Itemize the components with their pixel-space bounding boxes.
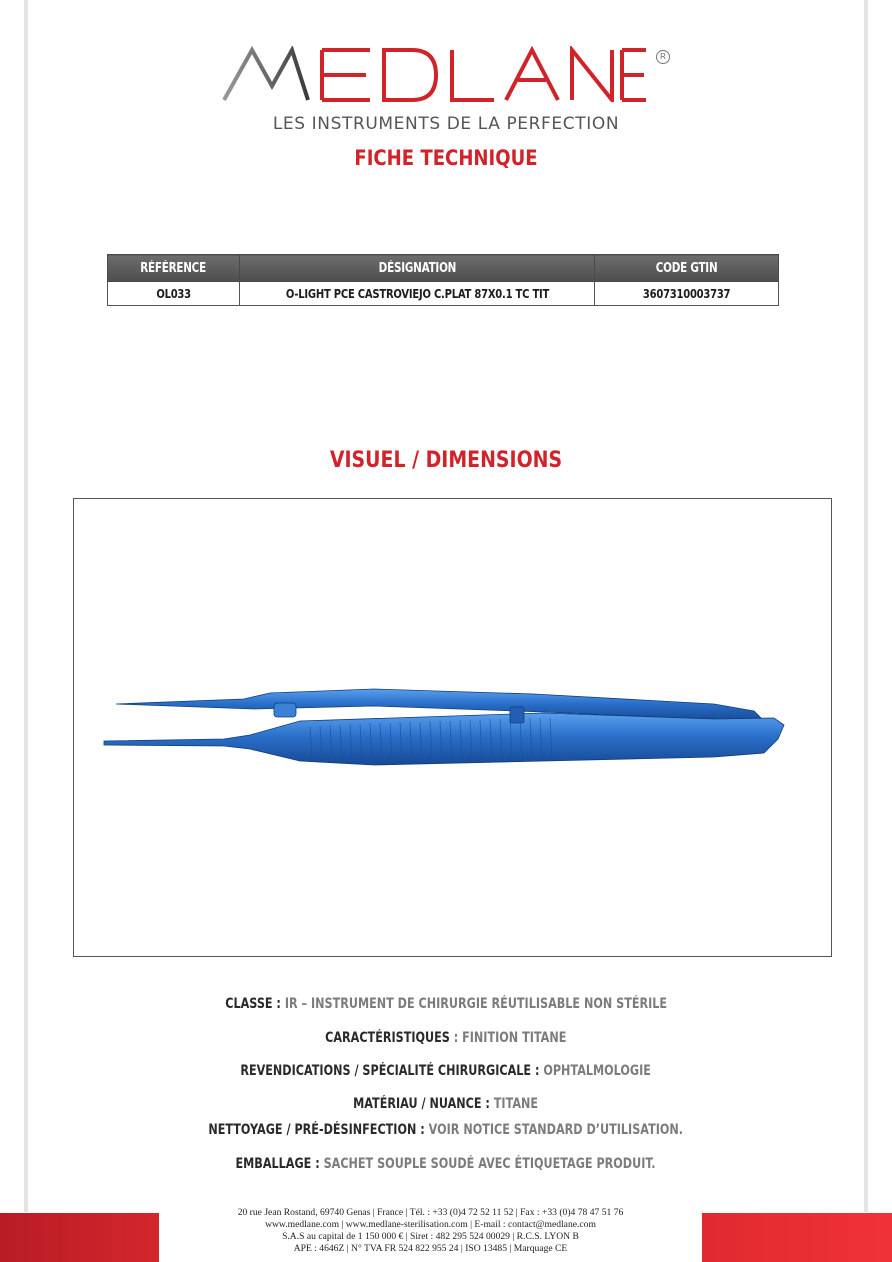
- table-row: [108, 282, 779, 306]
- medlane-logo-wordmark: [222, 46, 652, 102]
- visuel-dimensions-title: VISUEL / DIMENSIONS: [329, 448, 563, 473]
- forceps-icon: [74, 499, 831, 956]
- footer-web: www.medlane.com | www.medlane-sterilisation.com | E-mail : contact@medlane.com: [265, 1219, 596, 1230]
- product-visual-frame: [73, 498, 832, 957]
- brand-logo: [0, 22, 892, 134]
- reference-table: [107, 254, 779, 306]
- footer-accent-right: [702, 1213, 892, 1262]
- spec-emballage: EMBALLAGE : SACHET SOUPLE SOUDÉ AVEC ÉTIQUETAGE PRODUIT.: [235, 1156, 657, 1172]
- footer-legal: S.A.S au capital de 1 150 000 € | Siret : 482 295 524 00029 | R.C.S. LYON B: [282, 1231, 579, 1242]
- footer-address: 20 rue Jean Rostand, 69740 Genas | France | Tél. : +33 (0)4 72 52 11 52 | Fax : +33 (0)4 78 47 51 76: [237, 1207, 624, 1218]
- header-designation: DÉSIGNATION: [239, 255, 595, 282]
- company-footer: [159, 1207, 702, 1255]
- spec-nettoyage: NETTOYAGE / PRÉ-DÉSINFECTION : VOIR NOTICE STANDARD D’UTILISATION.: [208, 1122, 684, 1138]
- header-gtin: CODE GTIN: [595, 255, 779, 282]
- spec-specialite: REVENDICATIONS / SPÉCIALITÉ CHIRURGICALE : OPHTALMOLOGIE: [240, 1063, 652, 1079]
- brand-tagline: LES INSTRUMENTS DE LA PERFECTION: [272, 114, 620, 134]
- header-reference: RÉFÉRENCE: [108, 255, 240, 282]
- footer-registration: APE : 4646Z | N° TVA FR 524 822 955 24 | ISO 13485 | Marquage CE: [293, 1243, 568, 1254]
- cell-reference: OL033: [108, 282, 240, 306]
- spec-classe: CLASSE : IR – INSTRUMENT DE CHIRURGIE RÉUTILISABLE NON STÉRILE: [225, 996, 667, 1012]
- spec-caracteristiques: CARACTÉRISTIQUES : FINITION TITANE: [325, 1030, 567, 1046]
- spec-materiau: MATÉRIAU / NUANCE : TITANE: [353, 1096, 539, 1112]
- cell-gtin: 3607310003737: [595, 282, 779, 306]
- fiche-technique-title: FICHE TECHNIQUE: [354, 146, 538, 170]
- registered-mark: R: [656, 50, 670, 64]
- table-header-row: [108, 255, 779, 282]
- cell-designation: O-LIGHT PCE CASTROVIEJO C.PLAT 87X0.1 TC TIT: [239, 282, 595, 306]
- footer-accent-left: [0, 1213, 159, 1262]
